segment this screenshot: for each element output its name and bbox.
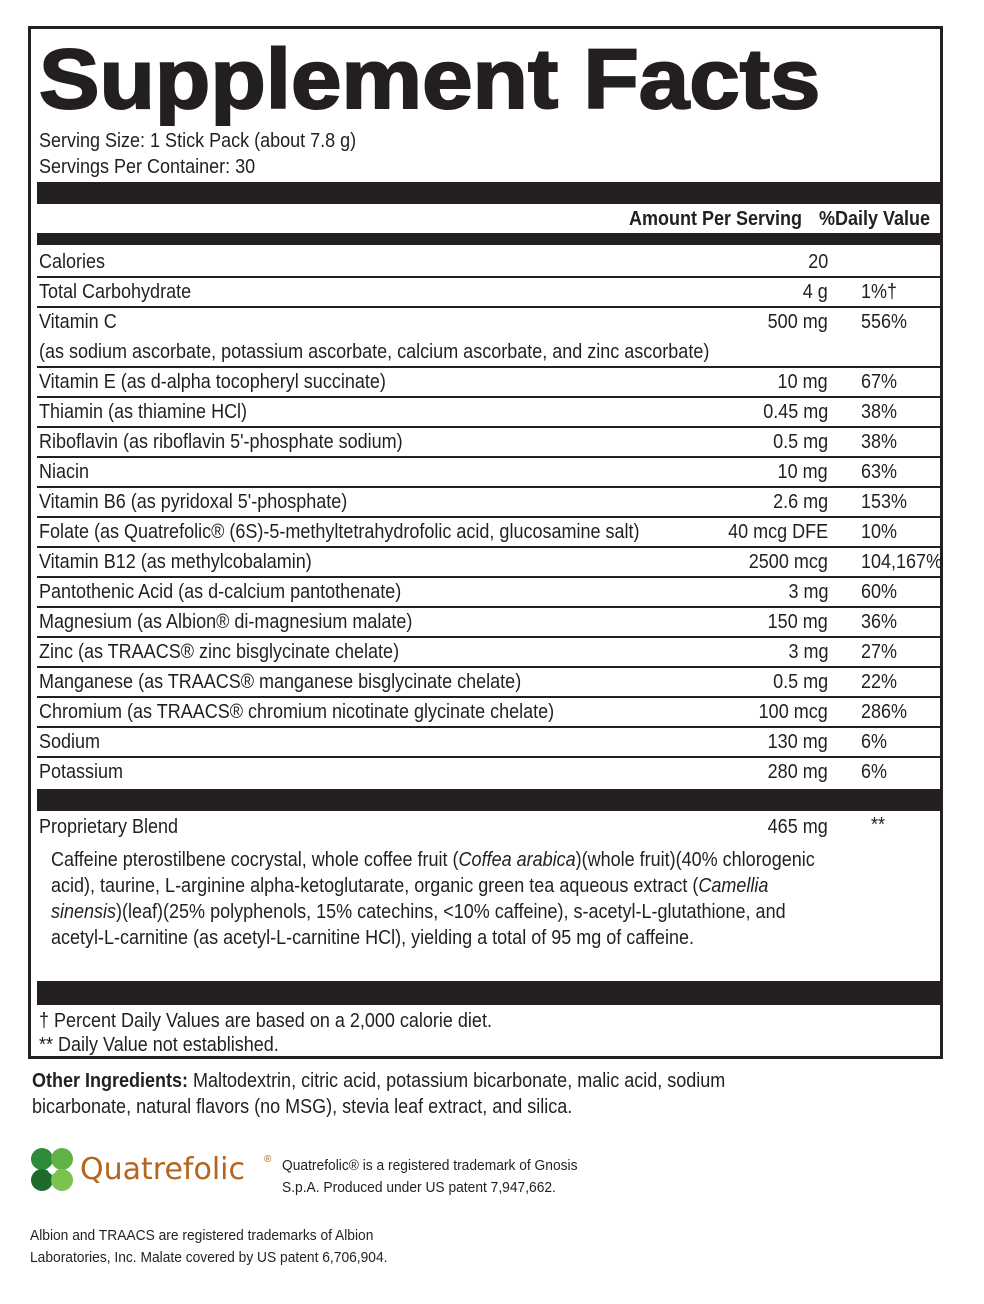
nutrient-daily-value: 6%: [861, 731, 888, 753]
nutrient-amount: 40 mcg DFE: [727, 521, 828, 543]
footnote-not-established: ** Daily Value not established.: [39, 1034, 279, 1056]
nutrient-name: Thiamin (as thiamine HCl): [39, 401, 248, 423]
blend-italic-coffea: Coffea arabica: [458, 849, 576, 871]
row-divider: [37, 756, 941, 758]
row-divider: [37, 276, 941, 278]
blend-name: Proprietary Blend: [39, 816, 179, 838]
blend-dv: **: [871, 814, 886, 836]
other-ingredients: [32, 1068, 824, 1120]
nutrient-name: Pantothenic Acid (as d-calcium pantothenate): [39, 581, 402, 603]
nutrient-daily-value: 60%: [861, 581, 898, 603]
nutrient-amount: 0.5 mg: [772, 431, 828, 453]
nutrient-amount: 20: [807, 251, 828, 273]
row-divider: [37, 576, 941, 578]
quatrefolic-trademark-line1: Quatrefolic® is a registered trademark of Gnosis: [282, 1157, 578, 1174]
nutrient-amount: 4 g: [802, 281, 828, 303]
nutrient-name: Vitamin B12 (as methylcobalamin): [39, 551, 312, 573]
quatrefolic-logo: [26, 1144, 276, 1198]
nutrient-amount: 130 mg: [767, 731, 828, 753]
nutrient-daily-value: 10%: [861, 521, 898, 543]
nutrient-amount: 3 mg: [787, 641, 828, 663]
nutrient-name: Sodium: [39, 731, 101, 753]
panel-title: Supplement Facts: [39, 32, 821, 126]
nutrient-name: Vitamin B6 (as pyridoxal 5'-phosphate): [39, 491, 348, 513]
nutrient-daily-value: 36%: [861, 611, 898, 633]
nutrient-daily-value: 1%†: [861, 281, 898, 303]
clover-petal: [51, 1148, 73, 1170]
blend-text-2: )(whole fruit)(40% chlorogenic acid), taurine, L-arginine alpha-ketoglutarate, organic green tea aqueous extract (: [51, 849, 815, 897]
row-divider: [37, 366, 941, 368]
nutrient-amount: 2500 mcg: [748, 551, 828, 573]
nutrient-amount: 10 mg: [777, 461, 828, 483]
row-divider: [37, 666, 941, 668]
nutrient-name: Chromium (as TRAACS® chromium nicotinate glycinate chelate): [39, 701, 555, 723]
nutrient-daily-value: 104,167%: [861, 551, 943, 573]
nutrient-daily-value: 63%: [861, 461, 898, 483]
nutrient-daily-value: 556%: [861, 311, 908, 333]
row-divider: [37, 306, 941, 308]
daily-value-header: %Daily Value: [819, 208, 931, 230]
nutrient-daily-value: 38%: [861, 431, 898, 453]
header-divider: [37, 233, 941, 245]
other-ingredients-label: Other Ingredients:: [32, 1070, 189, 1092]
nutrient-daily-value: 153%: [861, 491, 908, 513]
blend-amount: 465 mg: [767, 816, 828, 838]
albion-trademark-line2: Laboratories, Inc. Malate covered by US patent 6,706,904.: [30, 1249, 388, 1266]
footnote-divider: [37, 981, 941, 1005]
nutrient-name: Magnesium (as Albion® di-magnesium malate): [39, 611, 413, 633]
row-divider: [37, 726, 941, 728]
blend-text-3: )(leaf)(25% polyphenols, 15% catechins, <10% caffeine), s-acetyl-L-glutathione, and acetyl-L-carnitine (as acetyl-L-carnitine HCl), yielding a total of 95 mg of caffeine.: [51, 901, 786, 949]
nutrient-amount: 500 mg: [767, 311, 828, 333]
thick-divider: [37, 182, 941, 204]
clover-icon: [26, 1144, 78, 1196]
footnote-dv: † Percent Daily Values are based on a 2,000 calorie diet.: [39, 1010, 492, 1032]
quatrefolic-trademark-line2: S.p.A. Produced under US patent 7,947,662.: [282, 1179, 556, 1196]
nutrient-daily-value: 286%: [861, 701, 908, 723]
nutrient-name: Vitamin E (as d-alpha tocopheryl succinate): [39, 371, 386, 393]
albion-trademark-line1: Albion and TRAACS are registered trademarks of Albion: [30, 1227, 374, 1244]
nutrient-name: Zinc (as TRAACS® zinc bisglycinate chelate): [39, 641, 400, 663]
nutrient-daily-value: 22%: [861, 671, 898, 693]
supplement-facts-panel: [28, 26, 943, 1059]
blend-text-1: Caffeine pterostilbene cocrystal, whole coffee fruit (: [51, 849, 459, 871]
nutrient-amount: 280 mg: [767, 761, 828, 783]
logo-wordmark: Quatrefolic: [80, 1152, 245, 1187]
nutrient-daily-value: 6%: [861, 761, 888, 783]
row-divider: [37, 456, 941, 458]
row-divider: [37, 546, 941, 548]
nutrient-name: Total Carbohydrate: [39, 281, 192, 303]
nutrient-amount: 10 mg: [777, 371, 828, 393]
nutrient-name: Folate (as Quatrefolic® (6S)-5-methyltetrahydrofolic acid, glucosamine salt): [39, 521, 640, 543]
servings-per-container: Servings Per Container: 30: [39, 156, 256, 178]
nutrient-name: Potassium: [39, 761, 124, 783]
nutrient-amount: 3 mg: [787, 581, 828, 603]
nutrient-name: Riboflavin (as riboflavin 5'-phosphate sodium): [39, 431, 403, 453]
row-divider: [37, 396, 941, 398]
row-divider: [37, 636, 941, 638]
serving-size: Serving Size: 1 Stick Pack (about 7.8 g): [39, 130, 357, 152]
row-divider: [37, 516, 941, 518]
nutrient-amount: 2.6 mg: [772, 491, 828, 513]
nutrient-name: Calories: [39, 251, 106, 273]
blend-ingredients: [51, 847, 843, 951]
row-divider: [37, 426, 941, 428]
nutrient-amount: 100 mcg: [758, 701, 828, 723]
nutrient-amount: 150 mg: [767, 611, 828, 633]
amount-per-serving-header: Amount Per Serving: [629, 208, 803, 230]
row-divider: [37, 696, 941, 698]
nutrient-amount: 0.45 mg: [762, 401, 828, 423]
blend-italic-camellia: Camellia sinensis: [51, 875, 769, 923]
row-divider: [37, 606, 941, 608]
clover-petal: [31, 1148, 53, 1170]
logo-registered-mark: ®: [264, 1154, 272, 1165]
nutrient-daily-value: 67%: [861, 371, 898, 393]
row-divider: [37, 486, 941, 488]
nutrient-daily-value: 27%: [861, 641, 898, 663]
nutrient-name: Vitamin C: [39, 311, 117, 333]
nutrient-name: Manganese (as TRAACS® manganese bisglycinate chelate): [39, 671, 522, 693]
nutrient-name: Niacin: [39, 461, 90, 483]
nutrient-note: (as sodium ascorbate, potassium ascorbate, calcium ascorbate, and zinc ascorbate): [39, 341, 710, 363]
nutrient-amount: 0.5 mg: [772, 671, 828, 693]
other-ingredients-text: Maltodextrin, citric acid, potassium bicarbonate, malic acid, sodium bicarbonate, natural flavors (no MSG), stevia leaf extract, and silica.: [32, 1070, 726, 1118]
blend-divider: [37, 789, 941, 811]
nutrient-daily-value: 38%: [861, 401, 898, 423]
